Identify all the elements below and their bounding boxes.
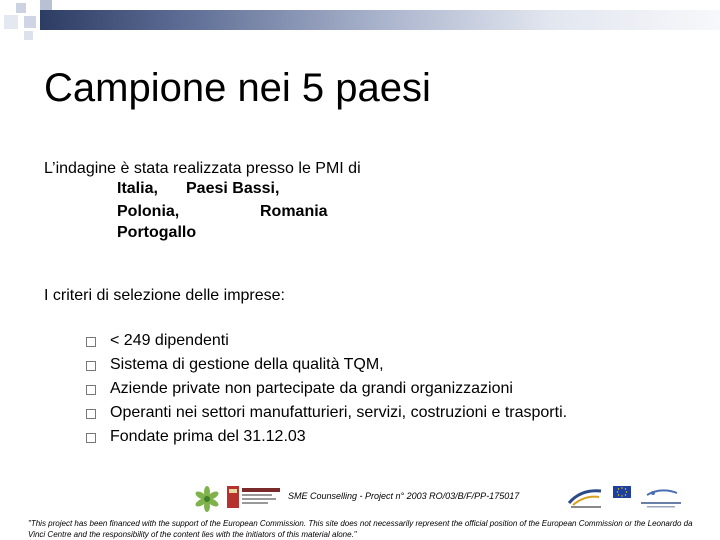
list-item: < 249 dipendenti xyxy=(84,329,567,353)
checkbox-bullet-icon xyxy=(86,361,96,371)
partner-logo-leaf xyxy=(193,485,221,513)
checkbox-bullet-icon xyxy=(86,337,96,347)
list-item: Sistema di gestione della qualità TQM, xyxy=(84,353,567,377)
checkbox-bullet-icon xyxy=(86,433,96,443)
leonardo-programme-logo xyxy=(637,485,685,511)
country-paesi-bassi: Paesi Bassi, xyxy=(186,180,280,197)
partner-logo-emblem xyxy=(226,484,284,514)
checkbox-bullet-icon xyxy=(86,385,96,395)
list-item: Aziende private non partecipate da grandi organizzazioni xyxy=(84,377,567,401)
country-polonia: Polonia, xyxy=(117,203,180,220)
criteria-list xyxy=(84,329,567,449)
country-italia: Italia, xyxy=(117,180,158,197)
country-portogallo: Portogallo xyxy=(117,224,197,241)
slide-title: Campione nei 5 paesi xyxy=(44,66,431,110)
project-reference: SME Counselling - Project n° 2003 RO/03/B/F/PP-175017 xyxy=(288,491,520,501)
list-item: Fondate prima del 31.12.03 xyxy=(84,425,567,449)
eu-disclaimer: "This project has been financed with the support of the European Commission. This site does not necessarily represent the official position of the European Commission or the Leonardo da Vinci Centre and the responsibility of the content lies with the initiators of this material alone." xyxy=(28,519,693,539)
partner-logo-swoosh xyxy=(565,485,607,511)
eu-flag-icon xyxy=(613,486,631,498)
criteria-heading: I criteri di selezione delle imprese: xyxy=(44,287,285,304)
intro-lead: L’indagine è stata realizzata presso le PMI di xyxy=(44,160,361,177)
checkbox-bullet-icon xyxy=(86,409,96,419)
header-band xyxy=(40,10,720,30)
country-romania: Romania xyxy=(260,203,328,220)
list-item: Operanti nei settori manufatturieri, servizi, costruzioni e trasporti. xyxy=(84,401,567,425)
